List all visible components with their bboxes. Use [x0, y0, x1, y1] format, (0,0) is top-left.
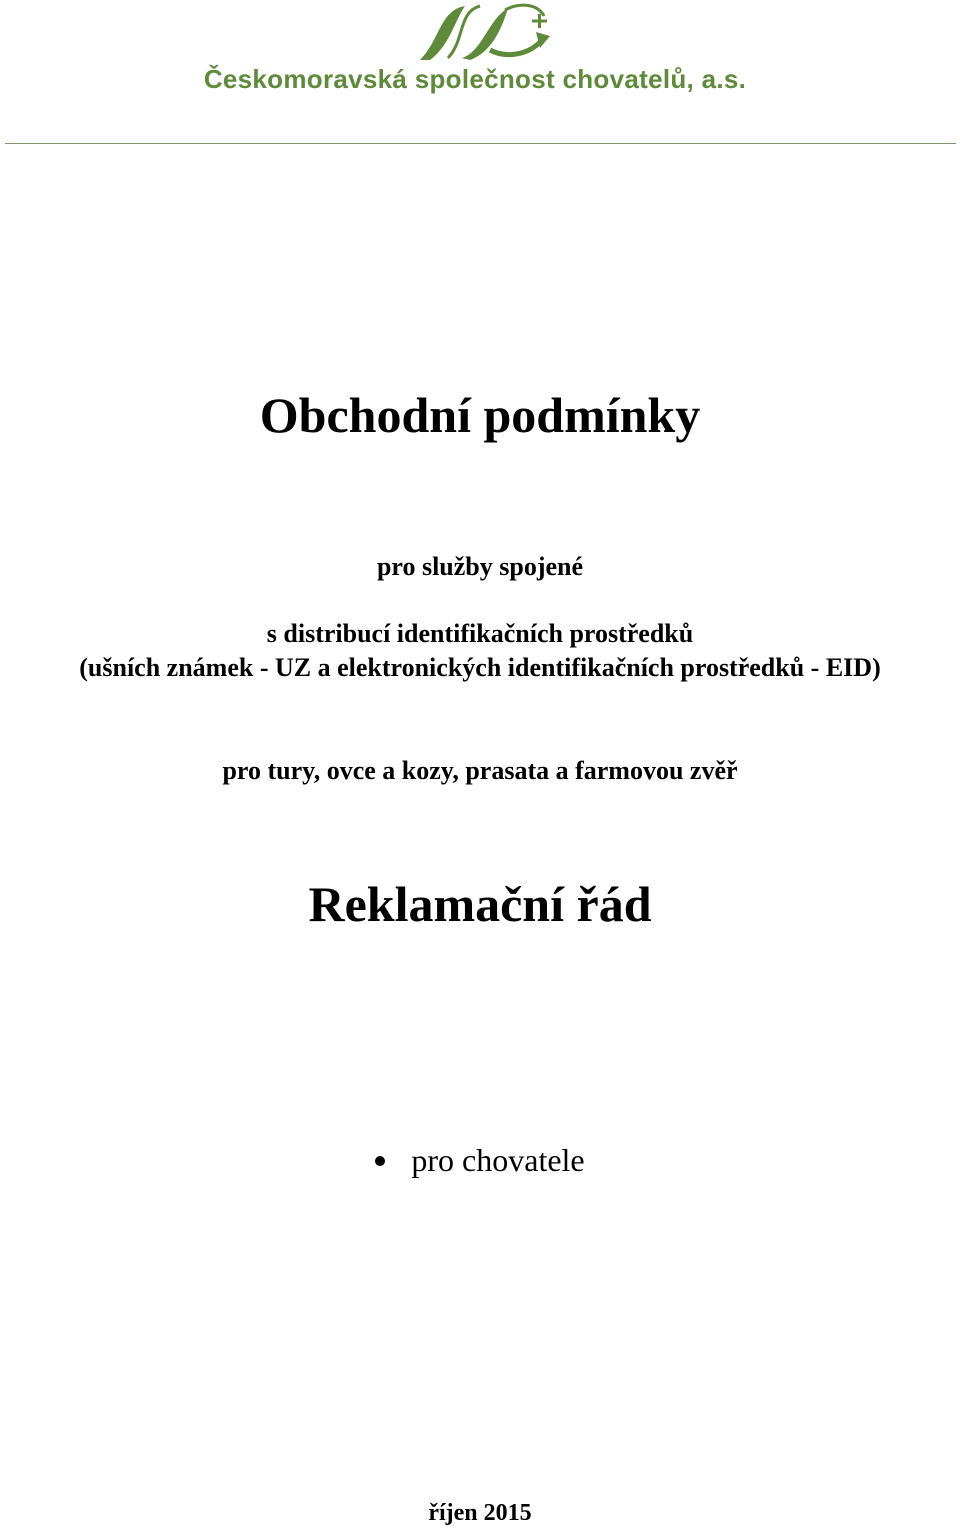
subtitle-line-3: (ušních známek - UZ a elektronických identifikačních prostředků - EID) — [79, 653, 881, 682]
audience-label: pro chovatele — [411, 1142, 585, 1178]
audience-list-item — [0, 1140, 960, 1180]
header-divider — [5, 143, 956, 144]
bullet-icon — [375, 1156, 385, 1166]
document-title: Obchodní podmínky — [259, 387, 701, 443]
section-title: Reklamační řád — [308, 876, 652, 932]
document-date: říjen 2015 — [428, 1500, 532, 1526]
subtitle-line-4: pro tury, ovce a kozy, prasata a farmovou zvěř — [222, 756, 738, 785]
subtitle-line-1: pro služby spojené — [376, 552, 584, 581]
company-logo-icon — [410, 0, 560, 66]
organization-name: Českomoravská společnost chovatelů, a.s. — [203, 64, 747, 94]
subtitle-line-2: s distribucí identifikačních prostředků — [266, 619, 694, 648]
